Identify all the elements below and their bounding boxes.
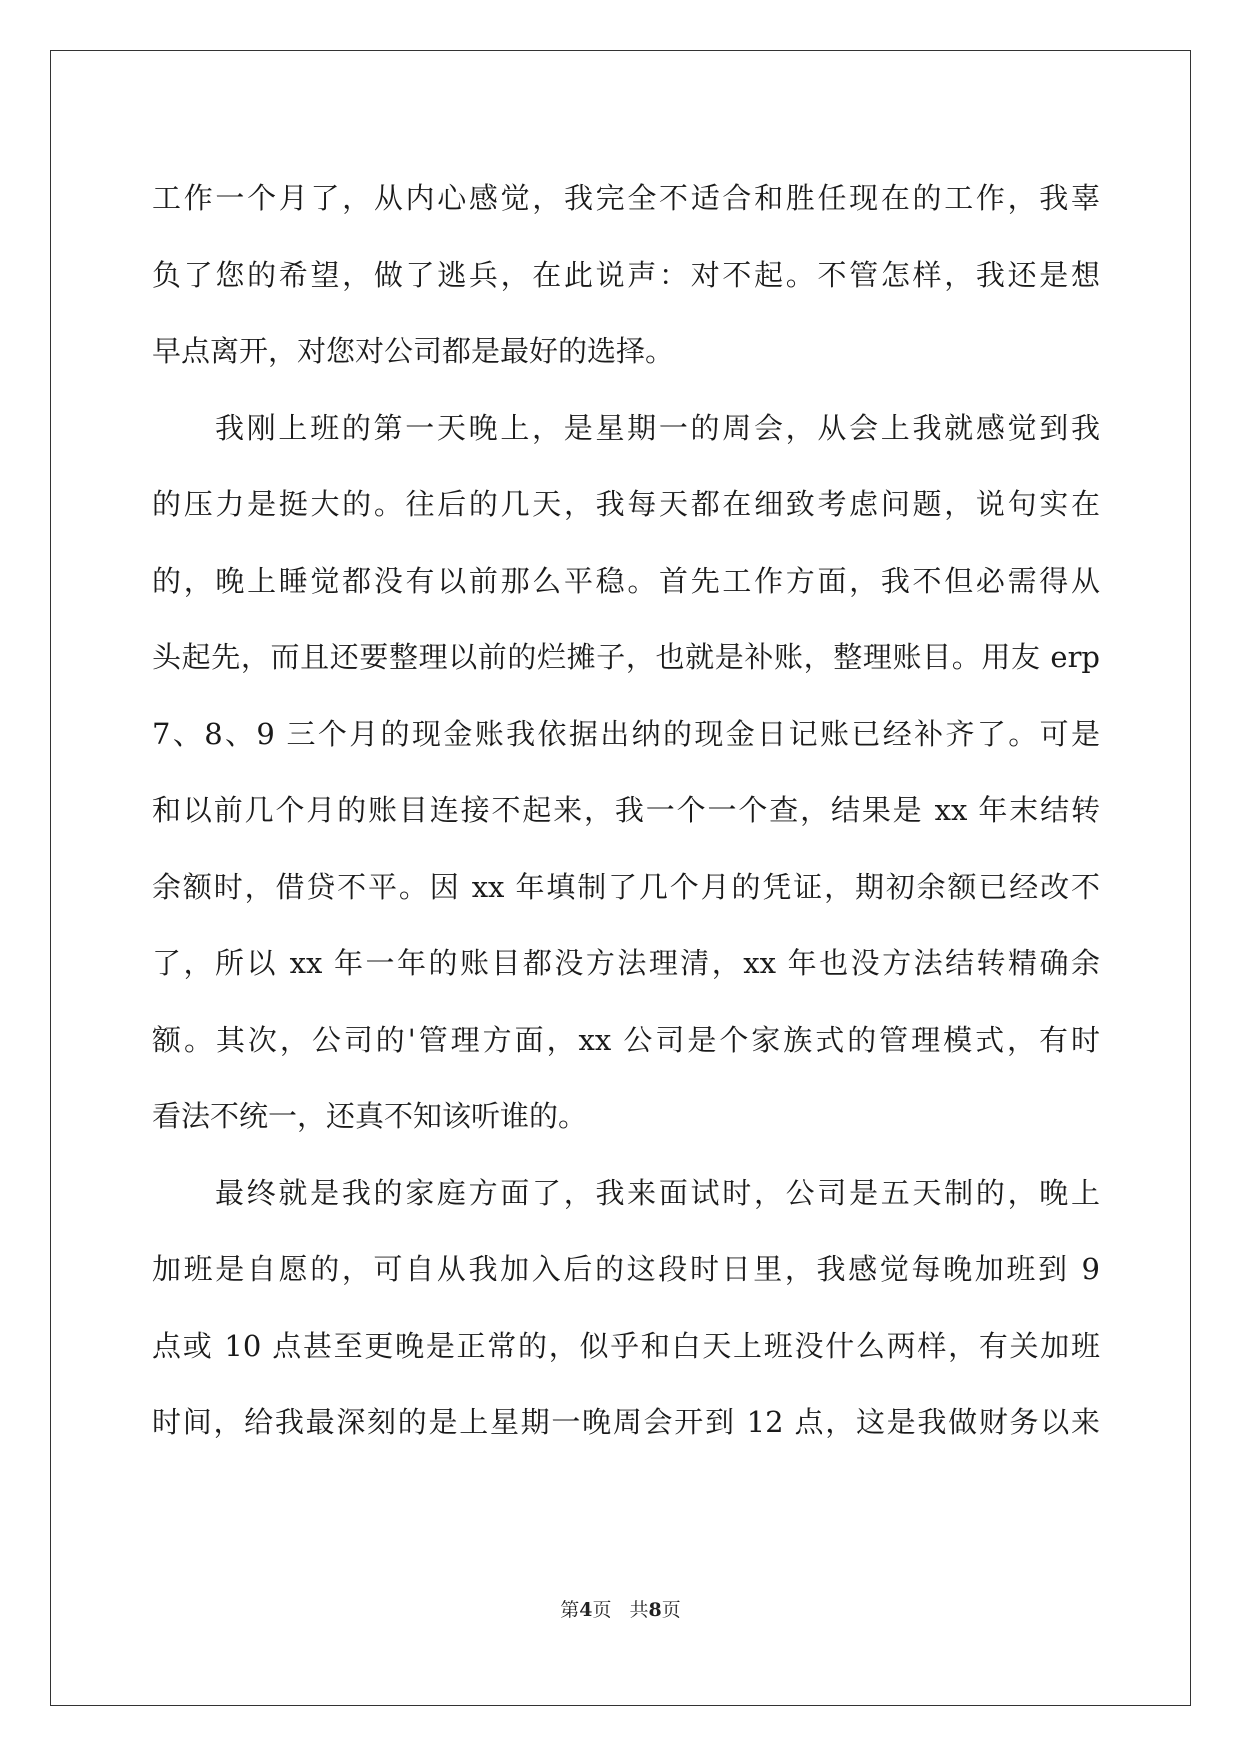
paragraph <box>152 1155 1100 1461</box>
total-suffix: 页 <box>661 1599 681 1621</box>
paragraph <box>152 390 1100 1155</box>
text-line: 我刚上班的第一天晚上，是星期一的周会，从会上我就感觉到我 <box>215 410 1100 445</box>
page-suffix: 页 <box>592 1599 612 1621</box>
text-line: 了，所以 xx 年一年的账目都没方法理清，xx 年也没方法结转精确余 <box>152 946 1100 980</box>
text-line: 时间，给我最深刻的是上星期一晚周会开到 12 点，这是我做财务以来 <box>152 1405 1100 1439</box>
text-line: 余额时，借贷不平。因 xx 年填制了几个月的凭证，期初余额已经改不 <box>152 869 1100 904</box>
text-line: 的，晚上睡觉都没有以前那么平稳。首先工作方面，我不但必需得从 <box>152 563 1100 598</box>
document-body <box>152 160 1100 1461</box>
text-line: 早点离开，对您对公司都是最好的选择。 <box>152 334 675 368</box>
text-line: 看法不统一，还真不知该听谁的。 <box>152 1099 588 1133</box>
page-prefix: 第 <box>560 1599 580 1621</box>
total-prefix: 共 <box>629 1599 649 1621</box>
text-line: 额。其次，公司的'管理方面，xx 公司是个家族式的管理模式，有时 <box>152 1022 1100 1057</box>
text-line: 负了您的希望，做了逃兵，在此说声：对不起。不管怎样，我还是想 <box>152 257 1100 292</box>
current-page-number: 4 <box>579 1599 593 1621</box>
page-footer <box>0 1595 1241 1622</box>
text-line: 和以前几个月的账目连接不起来，我一个一个查，结果是 xx 年末结转 <box>152 793 1100 827</box>
text-line: 的压力是挺大的。往后的几天，我每天都在细致考虑问题，说句实在 <box>152 487 1100 521</box>
text-line: 点或 10 点甚至更晚是正常的，似乎和白天上班没什么两样，有关加班 <box>152 1328 1100 1363</box>
text-line: 加班是自愿的，可自从我加入后的这段时日里，我感觉每晚加班到 9 <box>152 1252 1100 1286</box>
total-page-count: 8 <box>648 1599 662 1621</box>
text-line: 7、8、9 三个月的现金账我依据出纳的现金日记账已经补齐了。可是 <box>152 716 1100 751</box>
paragraph <box>152 160 1100 390</box>
text-line: 头起先，而且还要整理以前的烂摊子，也就是补账，整理账目。用友 erp <box>152 640 1100 674</box>
text-line: 最终就是我的家庭方面了，我来面试时，公司是五天制的，晚上 <box>215 1175 1100 1210</box>
text-line: 工作一个月了，从内心感觉，我完全不适合和胜任现在的工作，我辜 <box>152 181 1100 215</box>
